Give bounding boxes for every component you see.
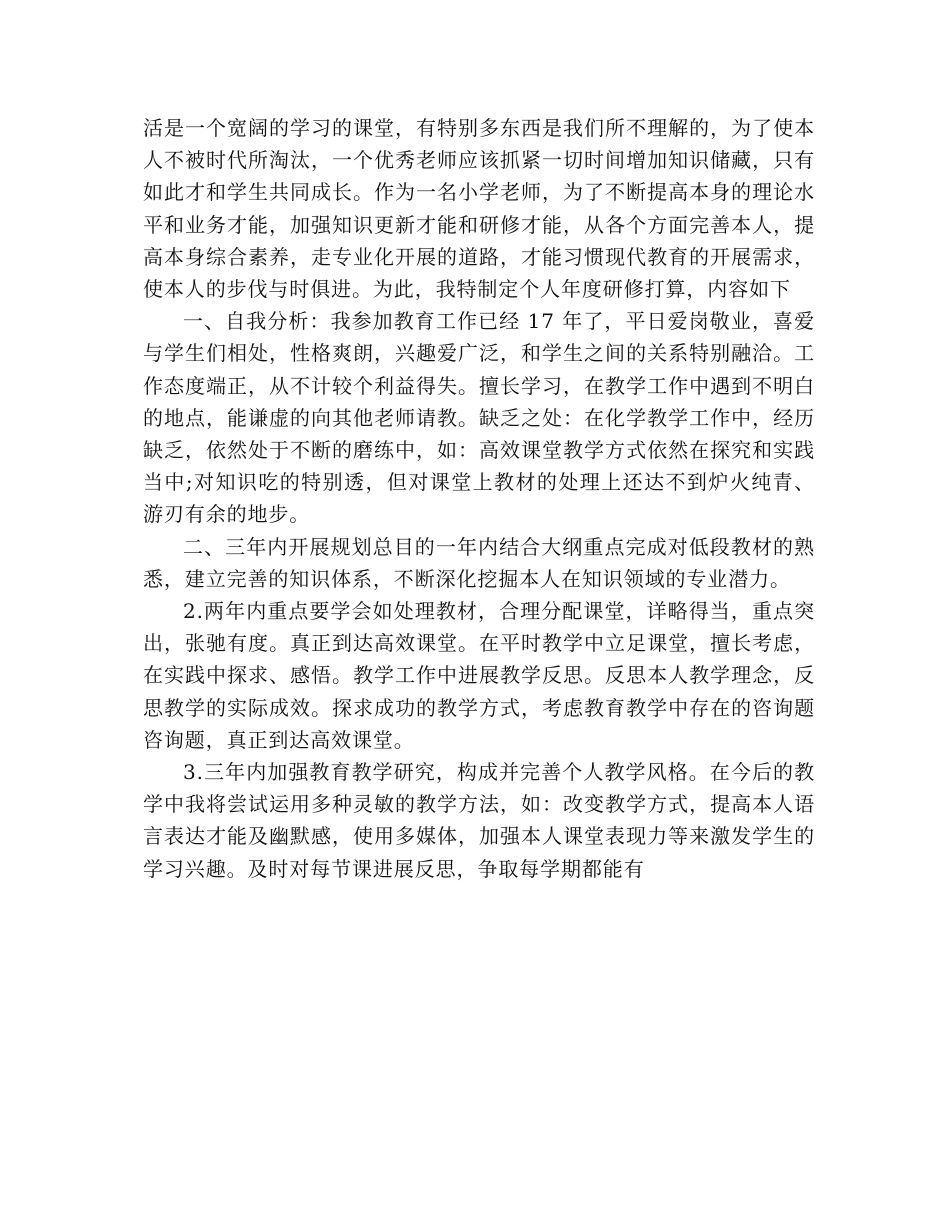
three-year-goal-paragraph: 二、三年内开展规划总目的一年内结合大纲重点完成对低段教材的熟悉，建立完善的知识体系，不断深化挖掘本人在知识领域的专业潜力。: [143, 534, 815, 591]
three-year-research-paragraph: 3.三年内加强教育教学研究，构成并完善个人教学风格。在今后的教学中我将尝试运用多种灵敏的教学方法，如：改变教学方式，提高本人语言表达才能及幽默感，使用多媒体，加强本人课堂表现力等来激发学生的学习兴趣。及时对每节课进展反思，争取每学期都能有: [143, 760, 815, 881]
document-page: [143, 112, 815, 885]
two-year-goal-paragraph: 2.两年内重点要学会如处理教材，合理分配课堂，详略得当，重点突出，张驰有度。真正到达高效课堂。在平时教学中立足课堂，擅长考虑，在实践中探求、感悟。教学工作中进展教学反思。反思本人教学理念，反思教学的实际成效。探求成功的教学方式，考虑教育教学中存在的咨询题咨询题，真正到达高效课堂。: [143, 599, 815, 752]
self-analysis-paragraph: 一、自我分析：我参加教育工作已经 17 年了，平日爱岗敬业，喜爱与学生们相处，性格爽朗，兴趣爱广泛，和学生之间的关系特别融洽。工作态度端正，从不计较个利益得失。擅长学习，在教学工作中遇到不明白的地点，能谦虚的向其他老师请教。缺乏之处：在化学教学工作中，经历缺乏，依然处于不断的磨练中，如：高效课堂教学方式依然在探究和实践当中;对知识吃的特别透，但对课堂上教材的处理上还达不到炉火纯青、游刃有余的地步。: [143, 309, 815, 527]
intro-paragraph: 活是一个宽阔的学习的课堂，有特别多东西是我们所不理解的，为了使本人不被时代所淘汰，一个优秀老师应该抓紧一切时间增加知识储藏，只有如此才和学生共同成长。作为一名小学老师，为了不断提高本身的理论水平和业务才能，加强知识更新才能和研修才能，从各个方面完善本人，提高本身综合素养，走专业化开展的道路，才能习惯现代教育的开展需求，使本人的步伐与时俱进。为此，我特制定个人年度研修打算，内容如下: [143, 116, 815, 302]
